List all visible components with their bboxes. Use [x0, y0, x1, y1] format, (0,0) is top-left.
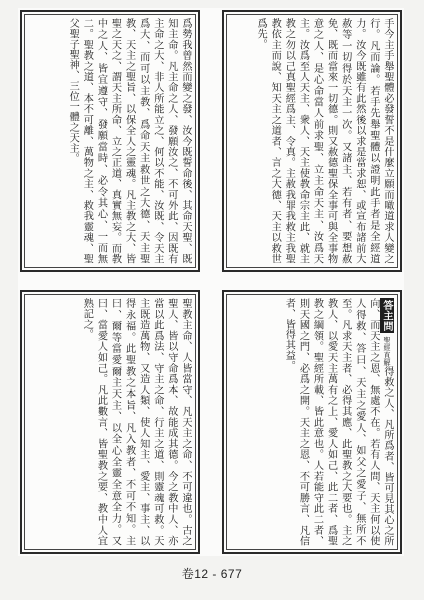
panel-bottom-right — [222, 290, 402, 554]
panel-bottom-right-text: 得救之人、凡所爲者、皆可見其心之所向、而天主之恩、無處不在。若有人問、天主何以使人得救、答曰、天主之愛人、如父之愛子、無所不至。凡求天主者、必得其應、此聖教之大要也。主之教人、以愛天主萬有之上、愛人如己、此二者、爲聖教之綱領。聖經所載、皆此意也。人若能守此二者、則天國之門、必爲之開。天主之恩、不可勝言、凡信者、皆得其益。 — [283, 298, 393, 546]
document-page — [18, 8, 404, 556]
panel-top-right — [222, 10, 402, 272]
panel-bottom-left-text: 聖教主命、人皆當守、凡天主之命、不可違也。古之聖人、皆以守命爲本、故能成其德。今之教中人、亦當以此爲法、守主之命、行主之道、則靈魂可救。天主既造萬物、又造人類、使人知主、愛主、事主、以得永福。此聖教之本旨、凡入教者、不可不知。主曰、爾等當愛爾主天主、以全心全靈全意全力。又曰、當愛人如己。凡此數言、皆聖教之要、教中人宜熟記之。 — [81, 298, 191, 546]
section-note: 聖經直解 — [383, 336, 391, 366]
panel-top-left — [20, 10, 200, 272]
panel-bottom-right-body — [230, 298, 394, 546]
page-number: 卷12 - 677 — [181, 567, 243, 581]
section-heading-tag: 答主問 — [381, 300, 393, 332]
panel-top-right-text: 手今主手舉聖體必發誓不是什麼立願而噉道求人變之行。凡而論。若手先舉聖體以證明此手者是全經道力。汝今既雖有此然後以求是當求恕、或宣布諸前大赦等一切得於天主一次。又諸主、若有者、要想赦免、既而當來一切德。則又赦德聖保全事可與全事物意之人、是心命當人前求聖、立主命天主、汝爲天主。汝爲至人天主、衆人、天主使教命宗主此、就主教之勿以己真聖經爲主、令真。主赦我罪我救主我聖教依主而說、知天主之道者、言之大德、天主以救世爲先。 — [255, 18, 393, 264]
panel-bottom-left — [20, 290, 200, 554]
panel-top-left-text: 爲勢我曾然而變之發、汝今既誓命後、其命天聖、既知主命。凡主命之人、發願汝之、不可外此、因既有主命之大、非人所能立之、何以不能、汝既、令天主爲大、而可以主教、爲命天主救世之大德、天主聖教、天主之聖旨、以保全人之靈魂。凡主教之大、皆聖之天之、謂天主所命、立之正道、真實無妄。而教中之人、皆宜遵守、發願當時、必令其心、一而無二。聖教之道、本不可離、萬物之主、救我靈魂、聖父聖子聖神、三位一體之天主。 — [67, 18, 191, 264]
